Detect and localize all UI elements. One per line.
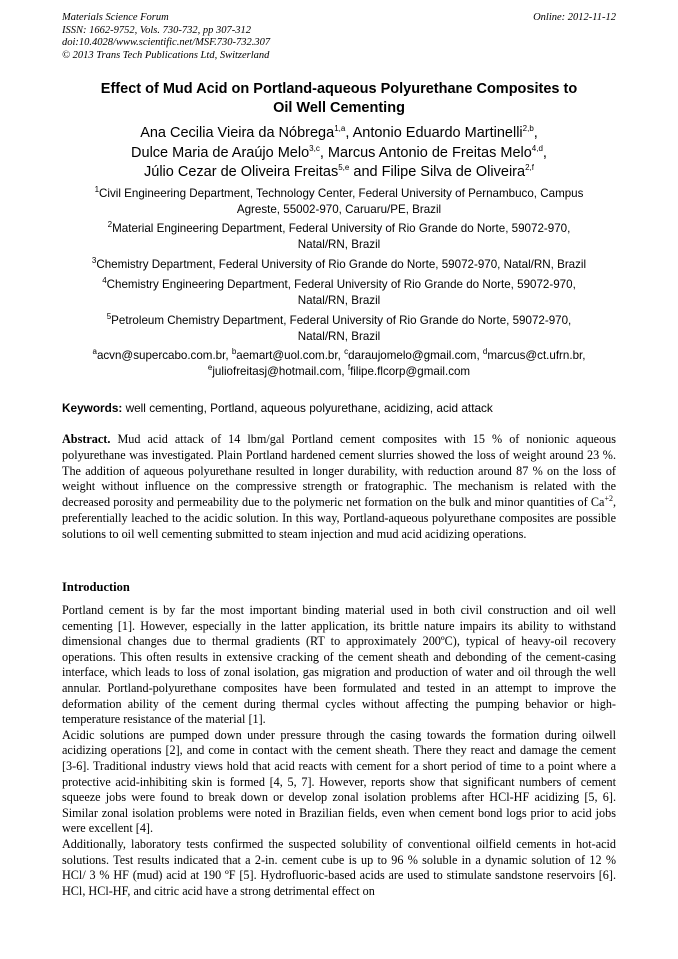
author-separator: , — [345, 125, 353, 141]
affiliation-text: Civil Engineering Department, Technology Center, Federal University of Pernambuco, Campus — [99, 187, 584, 200]
author-line-3 — [62, 163, 616, 183]
author-affiliation-marker: 2,f — [525, 163, 534, 173]
body-paragraph: Acidic solutions are pumped down under pressure through the casing towards the formation during oilwell acidizing operations [2], and come in contact with the cement sheath. There they react and damage the cement [3-6]. Traditional industry views hold that acid reacts with cement for a short period of time to a point where a protective acid-inhibiting skin is formed [4, 5, 7]. However, reports show that significant numbers of cement squeeze jobs were found to break down or develop zonal isolation problems after HCl-HF acidizing [5, 6]. Similar zonal isolation problems were noted in Brazilian fields, even when cement bond logs prior to acid jobs were excellent [4]. — [62, 727, 616, 836]
affiliation-number: 5 — [106, 312, 112, 322]
author-separator: , — [542, 144, 547, 161]
affiliation-number: 3 — [91, 256, 97, 266]
author-affiliation-marker: 5,e — [338, 163, 350, 173]
author-name: Filipe Silva de Oliveira — [381, 164, 526, 180]
email-marker: c — [344, 347, 349, 357]
email-marker: d — [482, 347, 488, 357]
affiliation-text: Petroleum Chemistry Department, Federal University of Rio Grande do Norte, 59072-970, — [111, 314, 572, 327]
introduction-body — [62, 603, 616, 899]
email-marker: f — [347, 363, 351, 373]
email-address: daraujomelo@gmail.com — [348, 349, 477, 362]
journal-name: Materials Science Forum — [62, 12, 169, 23]
affiliation-text-cont: Agreste, 55002-970, Caruaru/PE, Brazil — [236, 203, 442, 216]
section-heading-introduction: Introduction — [62, 580, 130, 594]
email-marker: a — [92, 347, 97, 357]
body-paragraph: Additionally, laboratory tests confirmed the suspected solubility of conventional oilfield cements in hot-acid solutions. Test results indicated that a 2-in. cement cube is up to 96 % soluble in a dynamic solution of 12 % HCl/ 3 % HF (mud) acid at 190 ºF [5]. Hydrofluoric-based acids are used to stimulate sandstone reservoirs [6]. HCl, HCl-HF, and citric acid have a strong detrimental effect on — [62, 836, 616, 898]
author-name: Antonio Eduardo Martinelli — [352, 125, 523, 141]
copyright-line: © 2013 Trans Tech Publications Ltd, Switzerland — [62, 49, 270, 61]
abstract-text-cont: , preferentially leached to the acidic solution. In this way, Portland-aqueous polyurethane composites are possible solutions to oil well cementing submitted to steam injection and mud acid acidizing operations. — [62, 495, 616, 541]
author-affiliation-marker: 4,d — [531, 143, 543, 153]
affiliation-2 — [62, 221, 616, 253]
affiliation-text: Chemistry Engineering Department, Federal University of Rio Grande do Norte, 59072-970, — [106, 278, 576, 291]
affiliation-1 — [62, 186, 616, 218]
author-name: Marcus Antonio de Freitas Melo — [327, 144, 532, 161]
email-address: filipe.flcorp@gmail.com — [350, 365, 471, 378]
doi-line: doi:10.4028/www.scientific.net/MSF.730-732.307 — [62, 37, 271, 48]
paper-title — [62, 80, 616, 118]
email-marker: b — [231, 347, 237, 357]
issn-line: ISSN: 1662-9752, Vols. 730-732, pp 307-312 — [62, 24, 251, 36]
author-name: Júlio Cezar de Oliveira Freitas — [144, 164, 339, 180]
author-affiliation-marker: 2,b — [522, 124, 534, 134]
author-name: Dulce Maria de Araújo Melo — [131, 144, 310, 161]
title-line-2: Oil Well Cementing — [273, 100, 405, 116]
email-marker: e — [207, 363, 213, 373]
affiliation-4 — [62, 277, 616, 309]
affiliation-text: Chemistry Department, Federal University of Rio Grande do Norte, 59072-970, Natal/RN, Brazil — [96, 258, 587, 271]
author-list — [62, 124, 616, 183]
affiliation-5 — [62, 313, 616, 345]
abstract-text: Mud acid attack of 14 lbm/gal Portland cement composites with 15 % of nonionic aqueous polyurethane was investigated. Plain Portland hardened cement slurries showed the loss of weight around 23 %. The addition of aqueous polyurethane resulted in longer durability, with reduction around 87 % on the loss of weight without influence on the compressive strength or fratographic. The mechanism is related with the decreased porosity and permeability due to the polymeric net formation on the bulk and minor quantities of Ca — [62, 432, 616, 510]
affiliation-text: Material Engineering Department, Federal University of Rio Grande do Norte, 59072-970, — [112, 222, 571, 235]
author-line-2 — [62, 144, 616, 164]
author-name: Ana Cecilia Vieira da Nóbrega — [140, 125, 335, 141]
author-separator: and — [349, 164, 382, 180]
email-address: acvn@supercabo.com.br — [96, 349, 226, 362]
affiliation-text-cont: Natal/RN, Brazil — [297, 330, 381, 343]
abstract-label: Abstract. — [62, 432, 111, 446]
body-paragraph: Portland cement is by far the most important binding material used in both civil construction and oil well cementing [1]. However, especially in the latter application, its brittle nature impairs its ability to withstand dimensional changes due to thermal gradients (RT to approximately 200ºC), typical of heavy-oil recovery operations. This often results in extensive cracking of the cement sheath and debonding of the cement-casing interface, which leads to loss of zonal isolation, gas migration and production of water and oil through the well annular. Portland-polyurethane composites have been formulated and tested in an attempt to improve the deformation ability of the cement during thermal cycles without affecting the pumping behavior or high-temperature resistance of the material [1]. — [62, 603, 616, 727]
author-separator: , — [319, 144, 328, 161]
author-affiliation-marker: 3,c — [309, 143, 320, 153]
abstract-superscript: +2 — [604, 494, 613, 504]
email-list: $^a$acvn@supercabo.com.br, $^b$aemart@uol.com.br, $^c$daraujomelo@gmail.com, $^d$marcus@ct.ufrn.br, $^e$juliofreitasj@hotmail.com, $^f$filipe.flcorp@gmail.com — [92, 347, 586, 378]
journal-header — [62, 12, 270, 62]
keywords-line — [62, 401, 616, 415]
keywords-label: Keywords: — [62, 401, 123, 415]
abstract-paragraph — [62, 432, 616, 543]
affiliation-number: 1 — [94, 185, 100, 195]
author-affiliation-marker: 1,a — [334, 124, 346, 134]
author-separator: , — [533, 125, 538, 141]
author-line-1 — [62, 124, 616, 144]
affiliation-3 — [62, 257, 616, 273]
keywords-text: well cementing, Portland, aqueous polyurethane, acidizing, acid attack — [125, 401, 493, 415]
affiliation-text-cont: Natal/RN, Brazil — [297, 238, 381, 251]
affiliation-text-cont: Natal/RN, Brazil — [297, 294, 381, 307]
online-date: Online: 2012-11-12 — [533, 12, 616, 23]
email-address: aemart@uol.com.br — [236, 349, 338, 362]
affiliation-number: 2 — [107, 220, 113, 230]
email-address: juliofreitasj@hotmail.com — [212, 365, 342, 378]
email-address: marcus@ct.ufrn.br — [487, 349, 583, 362]
title-line-1: Effect of Mud Acid on Portland-aqueous Polyurethane Composites to — [100, 81, 578, 97]
affiliation-number: 4 — [102, 276, 107, 286]
